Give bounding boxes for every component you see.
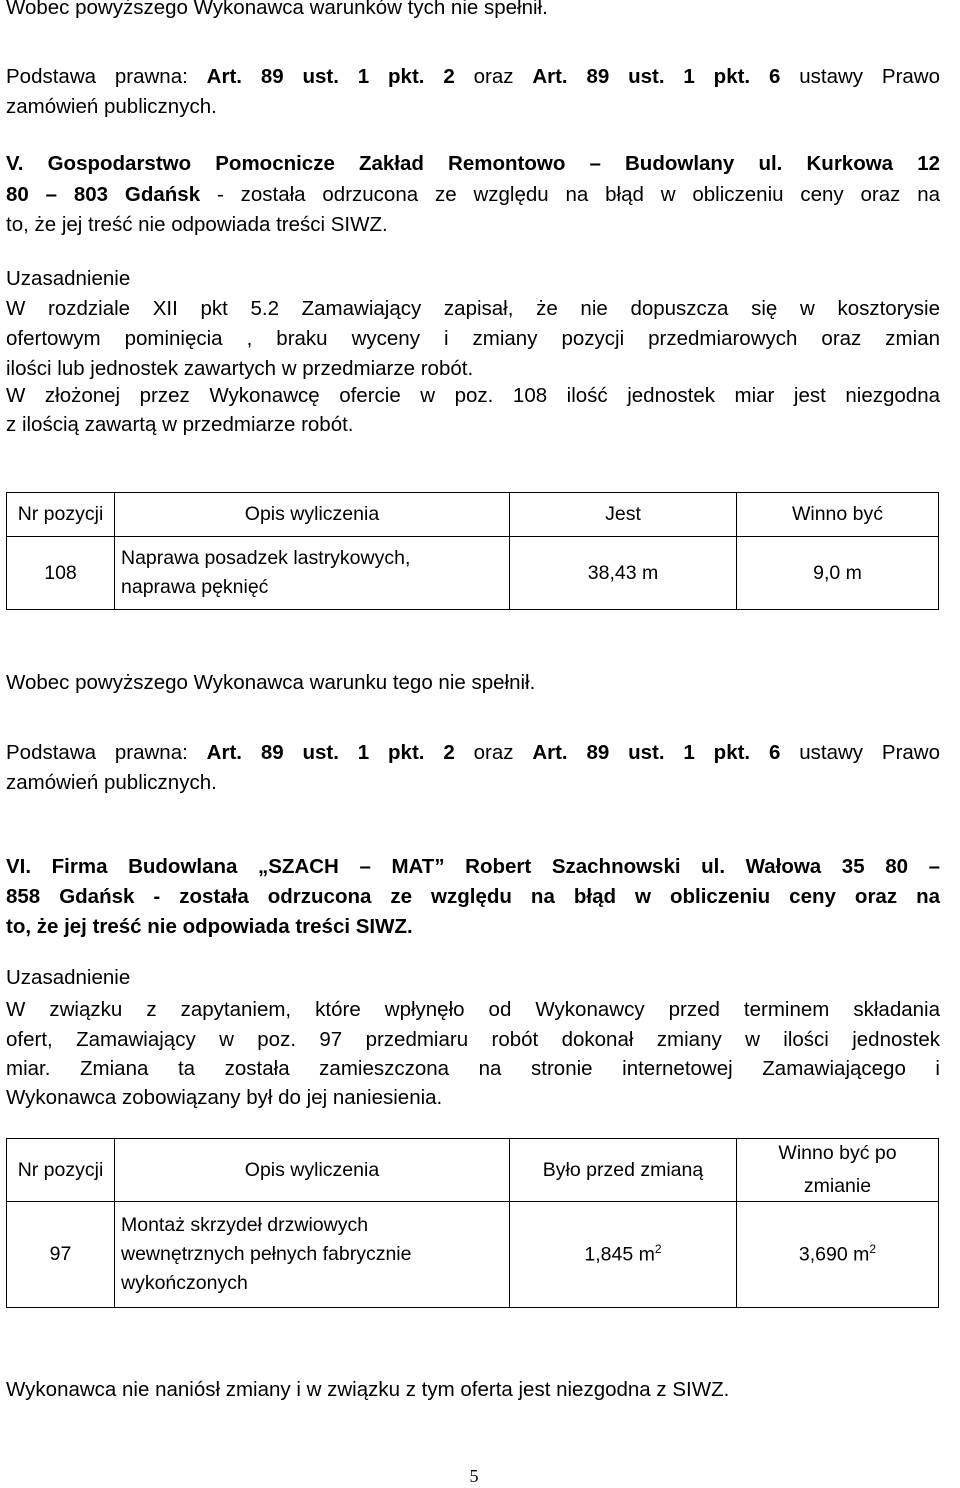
legal-basis-line: Podstawa prawna: Art. 89 ust. 1 pkt. 2 oraz Art. 89 ust. 1 pkt. 6 ustawy Prawo <box>6 65 941 88</box>
value-cell: 3,690 $m^2$ <box>737 1202 939 1308</box>
conclusion-line: Wobec powyższego Wykonawca warunków tych nie spełnił. <box>6 0 548 19</box>
header-cell: Nr pozycji <box>7 1139 115 1202</box>
table-header-row <box>7 1139 939 1202</box>
table-row <box>7 1202 939 1308</box>
section-vi-heading: VI. Firma Budowlana „SZACH – MAT” Robert Szachnowski ul. Wałowa 35 80 – <box>6 855 940 878</box>
legal-basis-line-b-2: zamówień publicznych. <box>6 771 217 794</box>
justification-line-4: W złożonej przez Wykonawcę ofercie w poz. 108 ilość jednostek miar jest niezgodna <box>6 384 940 407</box>
justification-2-line-4: Wykonawca zobowiązany był do jej naniesienia. <box>6 1086 443 1109</box>
legal-basis-line-2: zamówień publicznych. <box>6 95 217 118</box>
final-conclusion: Wykonawca nie naniósł zmiany i w związku z tym oferta jest niezgodna z SIWZ. <box>6 1378 730 1401</box>
value-cell: 1,845 $m^2$ <box>510 1202 737 1308</box>
header-cell: Jest <box>510 493 737 537</box>
justification-line-3: ilości lub jednostek zawartych w przedmiarze robót. <box>6 357 474 380</box>
table-header-row <box>7 493 939 537</box>
conclusion-line-2: Wobec powyższego Wykonawca warunku tego nie spełnił. <box>6 671 536 694</box>
section-vi-heading-2: 858 Gdańsk - została odrzucona ze względu na błąd w obliczeniu ceny oraz na <box>6 885 940 908</box>
justification-line-5: z ilością zawartą w przedmiarze robót. <box>6 413 354 436</box>
section-v-heading: V. Gospodarstwo Pomocnicze Zakład Remontowo – Budowlany ul. Kurkowa 12 <box>6 152 940 175</box>
value-cell: 38,43 m <box>510 537 737 610</box>
position-cell: 108 <box>7 537 115 610</box>
legal-basis-line-b: Podstawa prawna: Art. 89 ust. 1 pkt. 2 oraz Art. 89 ust. 1 pkt. 6 ustawy Prawo <box>6 741 941 764</box>
header-cell: Opis wyliczenia <box>115 493 510 537</box>
justification-line-2: ofertowym pominięcia , braku wyceny i zmiany pozycji przedmiarowych oraz zmian <box>6 327 940 350</box>
section-v-heading-2: 80 – 803 Gdańsk - została odrzucona ze względu na błąd w obliczeniu ceny oraz na <box>6 183 941 206</box>
comparison-table-108 <box>6 492 939 610</box>
header-cell: Było przed zmianą <box>510 1139 737 1202</box>
justification-2-line-2: ofert, Zamawiający w poz. 97 przedmiaru robót dokonał zmiany w ilości jednostek <box>6 1028 940 1051</box>
description-cell: Montaż skrzydeł drzwiowych wewnętrznych pełnych fabrycznie wykończonych <box>115 1202 510 1308</box>
table-row <box>7 537 939 610</box>
header-cell: Opis wyliczenia <box>115 1139 510 1202</box>
comparison-table-97 <box>6 1138 939 1308</box>
section-vi-heading-3: to, że jej treść nie odpowiada treści SIWZ. <box>6 915 413 938</box>
justification-heading-2: Uzasadnienie <box>6 966 131 989</box>
header-cell: Winno być po zmianie <box>737 1139 939 1202</box>
header-cell: Winno być <box>737 493 939 537</box>
justification-2-line-3: miar. Zmiana ta została zamieszczona na stronie internetowej Zamawiającego i <box>6 1057 940 1080</box>
section-v-heading-3: to, że jej treść nie odpowiada treści SIWZ. <box>6 213 388 236</box>
justification-heading: Uzasadnienie <box>6 267 131 290</box>
header-cell: Nr pozycji <box>7 493 115 537</box>
value-cell: 9,0 m <box>737 537 939 610</box>
justification-line-1: W rozdziale XII pkt 5.2 Zamawiający zapisał, że nie dopuszcza się w kosztorysie <box>6 297 940 320</box>
description-cell: Naprawa posadzek lastrykowych, naprawa pęknięć <box>115 537 510 610</box>
position-cell: 97 <box>7 1202 115 1308</box>
page-number: 5 <box>469 1466 479 1486</box>
justification-2-line-1: W związku z zapytaniem, które wpłynęło od Wykonawcy przed terminem składania <box>6 998 940 1021</box>
